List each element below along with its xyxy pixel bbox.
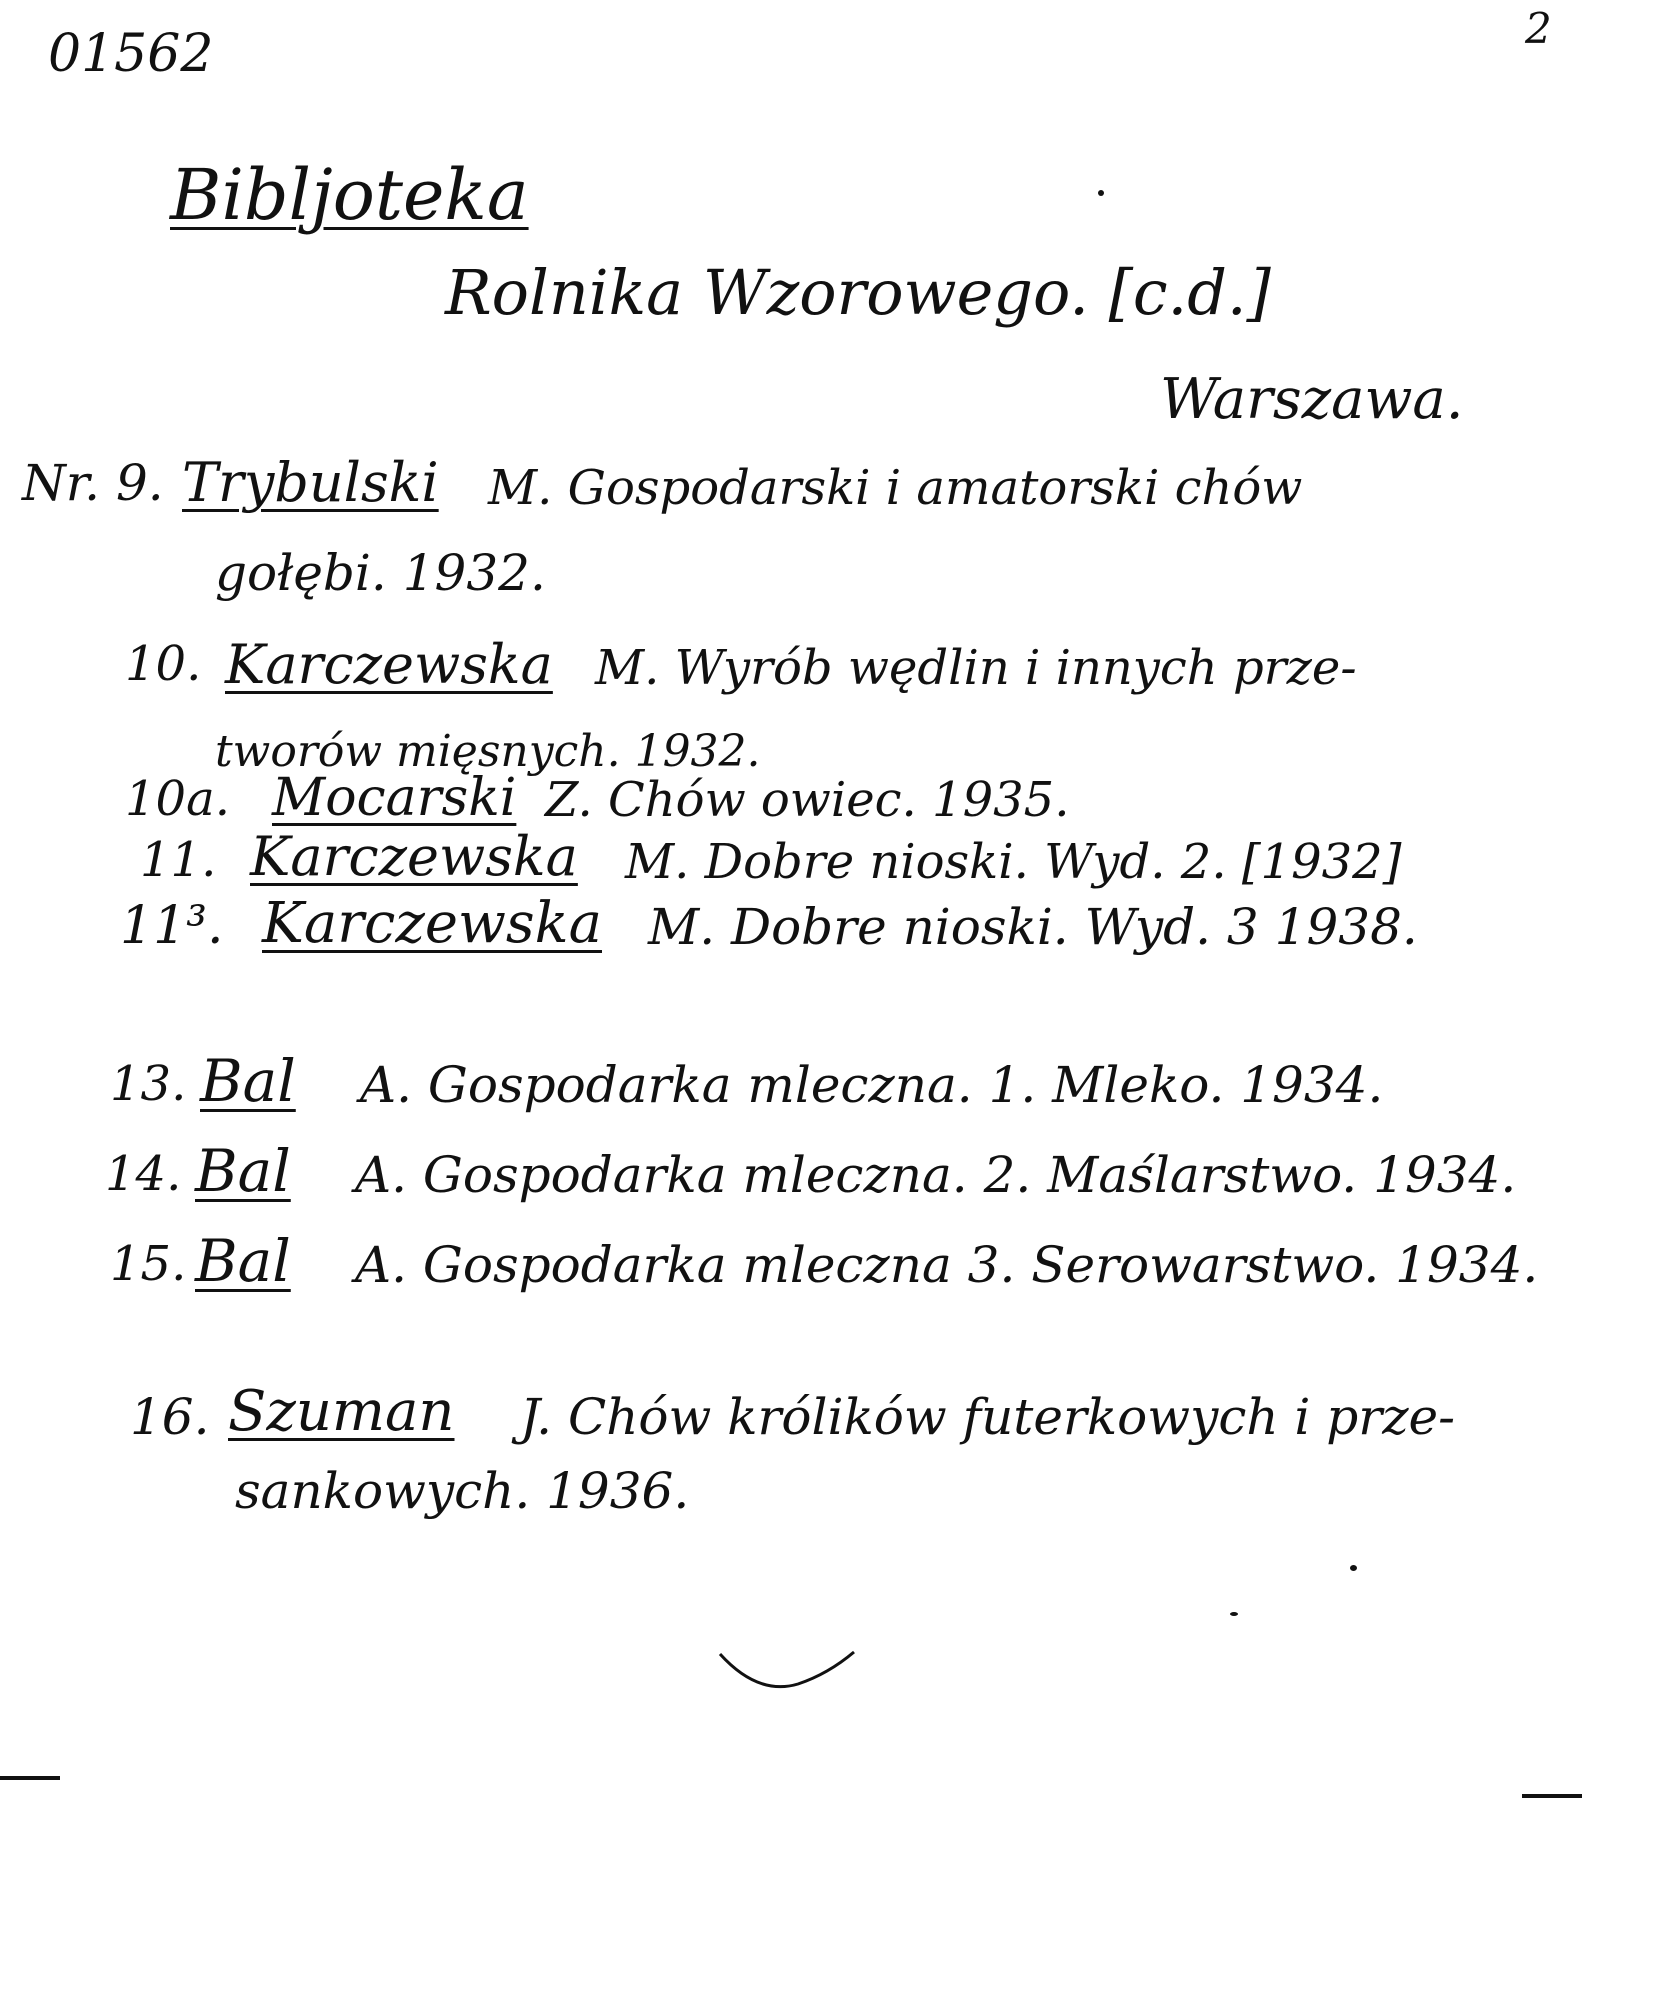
entry-author: Karczewska (225, 633, 553, 696)
entry-text: M. Wyrób wędlin i innych prze- (595, 640, 1357, 696)
entry-number: 11. (140, 832, 217, 888)
entry-text: J. Chów królików futerkowych i prze- (520, 1388, 1456, 1446)
entry-author: Bal (200, 1047, 296, 1115)
entry-number: 10. (125, 636, 202, 692)
entry-number: 10a. (125, 771, 230, 827)
library-subtitle: Rolnika Wzorowego. [c.d.] (445, 256, 1271, 329)
entry-number: 14. (105, 1146, 182, 1202)
entry-text: M. Dobre nioski. Wyd. 2. [1932] (625, 834, 1402, 890)
entry-author: Karczewska (250, 825, 578, 888)
entry-text: A. Gospodarka mleczna 3. Serowarstwo. 1934. (355, 1236, 1539, 1294)
entry-author: Karczewska (262, 891, 602, 956)
publication-place: Warszawa. (1160, 367, 1464, 432)
edge-line-right (1522, 1794, 1582, 1798)
entry-text: M. Dobre nioski. Wyd. 3 1938. (648, 898, 1418, 956)
entry-text: M. Gospodarski i amatorski chów (488, 460, 1303, 516)
entry-author: Bal (195, 1137, 291, 1205)
entry-number: 11³. (120, 896, 224, 956)
stray-dot (1098, 190, 1104, 196)
entry-text: Z. Chów owiec. 1935. (545, 772, 1070, 828)
entry-text-continued: tworów mięsnych. 1932. (215, 726, 761, 777)
library-title: Bibljoteka (170, 154, 529, 236)
stray-curve-mark (718, 1648, 858, 1708)
stray-dot (1230, 1612, 1238, 1616)
entry-author: Mocarski (272, 768, 517, 828)
entry-text: A. Gospodarka mleczna. 2. Maślarstwo. 1934. (355, 1146, 1517, 1204)
entry-number: Nr. 9. (22, 454, 164, 512)
entry-author: Szuman (228, 1379, 455, 1444)
edge-line-left (0, 1776, 60, 1780)
entry-text-continued: sankowych. 1936. (235, 1462, 690, 1520)
page-number: 2 (1525, 4, 1552, 53)
catalog-number: 01562 (48, 24, 214, 84)
entry-number: 13. (110, 1056, 187, 1112)
entry-text-continued: gołębi. 1932. (215, 544, 546, 602)
entry-author: Trybulski (182, 451, 439, 514)
entry-number: 16. (130, 1388, 210, 1446)
entry-number: 15. (110, 1236, 187, 1292)
entry-author: Bal (195, 1227, 291, 1295)
entry-text: A. Gospodarka mleczna. 1. Mleko. 1934. (360, 1056, 1384, 1114)
stray-dot (1350, 1565, 1357, 1571)
